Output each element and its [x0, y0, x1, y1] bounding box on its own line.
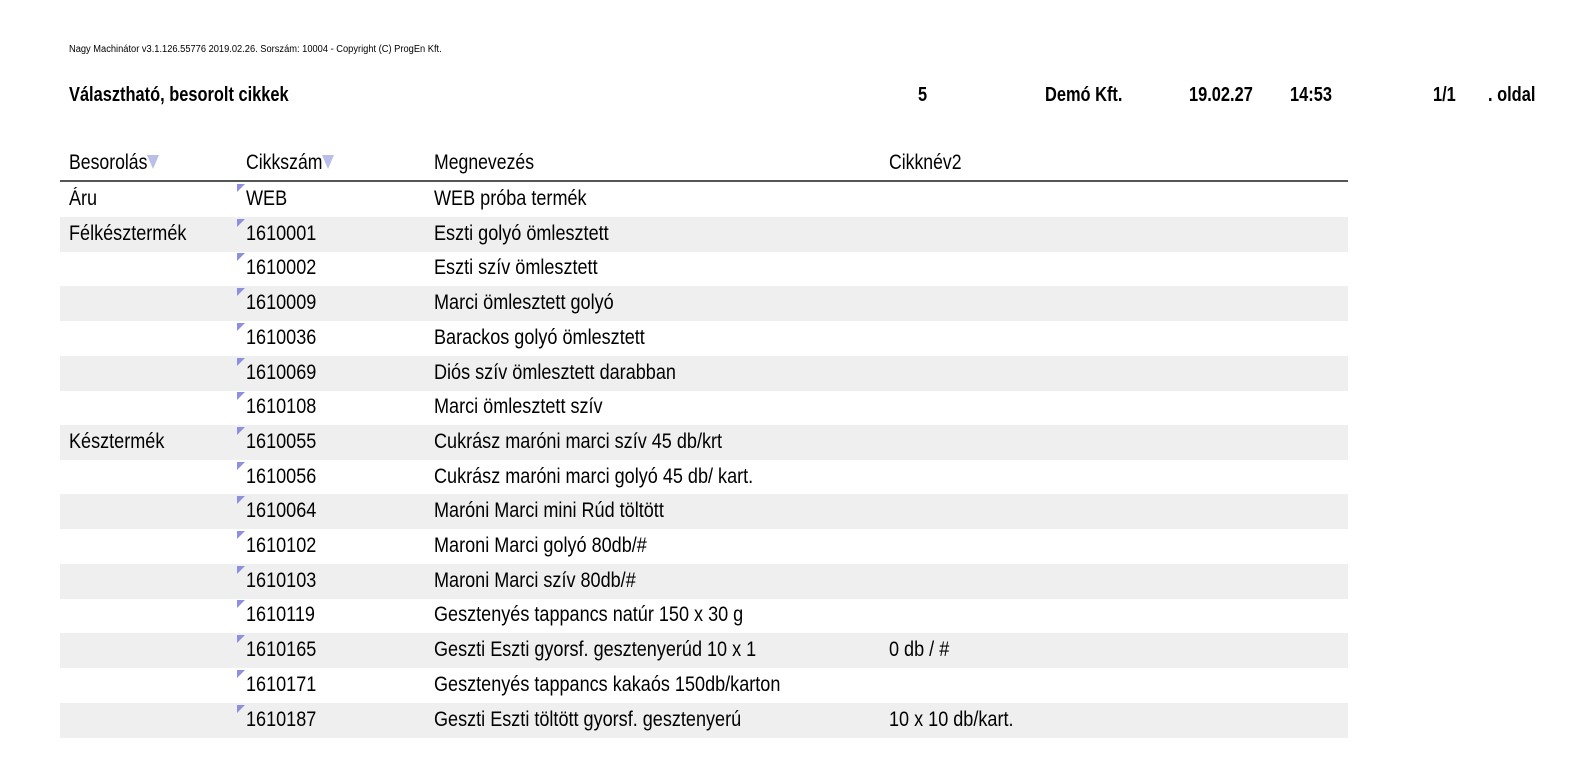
table-row[interactable] — [60, 286, 1348, 321]
table-row[interactable] — [60, 217, 1348, 252]
table-row[interactable] — [60, 460, 1348, 495]
cell-megnevezes: Eszti golyó ömlesztett — [434, 221, 609, 245]
page-suffix: . oldal — [1488, 84, 1536, 106]
header-megnevezes: Megnevezés — [434, 151, 535, 174]
cell-marker-icon — [237, 427, 245, 435]
cell-marker-icon — [237, 531, 245, 539]
cell-cikkszam: 1610102 — [246, 534, 317, 557]
cell-besorolas: Félkésztermék — [69, 221, 187, 245]
cell-megnevezes: Diós szív ömlesztett darabban — [434, 360, 676, 384]
cell-besorolas: Késztermék — [69, 429, 165, 453]
cell-cikkszam: 1610036 — [246, 325, 317, 349]
cell-cikkszam: 1610103 — [246, 568, 317, 592]
copyright-line: Nagy Machinátor v3.1.126.55776 2019.02.26. Sorszám: 10004 - Copyright (C) ProgEn Kft. — [69, 44, 442, 55]
cell-cikkszam: 1610171 — [246, 672, 317, 696]
page-number: 1/1 — [1433, 84, 1456, 106]
cell-marker-icon — [237, 600, 245, 608]
table-row[interactable] — [60, 182, 1348, 217]
report-time: 14:53 — [1290, 84, 1332, 106]
cell-megnevezes: Barackos golyó ömlesztett — [434, 325, 645, 349]
table-row[interactable] — [60, 633, 1348, 668]
cell-megnevezes: Cukrász maróni marci golyó 45 db/ kart. — [434, 464, 754, 488]
cell-megnevezes: Marci ömlesztett szív — [434, 395, 603, 419]
table-row[interactable] — [60, 494, 1348, 529]
table-row[interactable] — [60, 668, 1348, 703]
header-cikknev2: Cikknév2 — [889, 151, 962, 174]
cell-marker-icon — [237, 462, 245, 470]
cell-megnevezes: Maróni Marci mini Rúd töltött — [434, 499, 664, 523]
cell-megnevezes: Gesztenyés tappancs kakaós 150db/karton — [434, 672, 781, 696]
table-row[interactable] — [60, 564, 1348, 599]
header-cikkszam[interactable]: Cikkszám — [246, 151, 323, 174]
cell-megnevezes: Maroni Marci golyó 80db/# — [434, 534, 647, 557]
table-row[interactable] — [60, 356, 1348, 391]
cell-marker-icon — [237, 323, 245, 331]
cell-cikkszam: 1610002 — [246, 256, 317, 280]
report-date: 19.02.27 — [1189, 84, 1253, 106]
cell-marker-icon — [237, 184, 245, 192]
cell-cikknev2: 0 db / # — [889, 638, 950, 662]
cell-cikkszam: 1610165 — [246, 638, 317, 662]
cell-marker-icon — [237, 635, 245, 643]
cell-megnevezes: Geszti Eszti gyorsf. gesztenyerúd 10 x 1 — [434, 638, 757, 662]
company-name: Demó Kft. — [1045, 84, 1123, 106]
cell-cikkszam: 1610064 — [246, 499, 317, 523]
cell-marker-icon — [237, 219, 245, 227]
cell-marker-icon — [237, 566, 245, 574]
filter-icon[interactable] — [322, 155, 334, 169]
cell-cikkszam: 1610119 — [246, 603, 315, 627]
cell-cikkszam: WEB — [246, 187, 288, 210]
cell-cikkszam: 1610009 — [246, 291, 317, 315]
cell-megnevezes: Eszti szív ömlesztett — [434, 256, 598, 280]
cell-marker-icon — [237, 392, 245, 400]
table-row[interactable] — [60, 390, 1348, 425]
cell-cikknev2: 10 x 10 db/kart. — [889, 707, 1014, 731]
cell-marker-icon — [237, 253, 245, 261]
cell-marker-icon — [237, 705, 245, 713]
cell-cikkszam: 1610187 — [246, 707, 317, 731]
cell-cikkszam: 1610069 — [246, 360, 317, 384]
cell-marker-icon — [237, 358, 245, 366]
report-number: 5 — [918, 84, 928, 106]
table-row[interactable] — [60, 529, 1348, 564]
table-row[interactable] — [60, 598, 1348, 633]
header-besorolas[interactable]: Besorolás — [69, 151, 148, 174]
table-row[interactable] — [60, 251, 1348, 286]
cell-cikkszam: 1610001 — [246, 221, 317, 245]
cell-cikkszam: 1610056 — [246, 464, 317, 488]
cell-megnevezes: Geszti Eszti töltött gyorsf. gesztenyerú — [434, 707, 742, 731]
filter-icon[interactable] — [147, 155, 159, 169]
cell-megnevezes: Gesztenyés tappancs natúr 150 x 30 g — [434, 603, 744, 627]
table-row[interactable] — [60, 321, 1348, 356]
table-row[interactable] — [60, 425, 1348, 460]
cell-megnevezes: Cukrász maróni marci szív 45 db/krt — [434, 429, 723, 453]
cell-besorolas: Áru — [69, 187, 98, 210]
report-title: Választható, besorolt cikkek — [69, 84, 289, 106]
cell-marker-icon — [237, 288, 245, 296]
cell-cikkszam: 1610108 — [246, 395, 317, 419]
cell-megnevezes: Marci ömlesztett golyó — [434, 291, 614, 315]
cell-megnevezes: Maroni Marci szív 80db/# — [434, 568, 636, 592]
cell-cikkszam: 1610055 — [246, 429, 317, 453]
cell-megnevezes: WEB próba termék — [434, 187, 587, 210]
cell-marker-icon — [237, 496, 245, 504]
table-row[interactable] — [60, 703, 1348, 738]
cell-marker-icon — [237, 670, 245, 678]
